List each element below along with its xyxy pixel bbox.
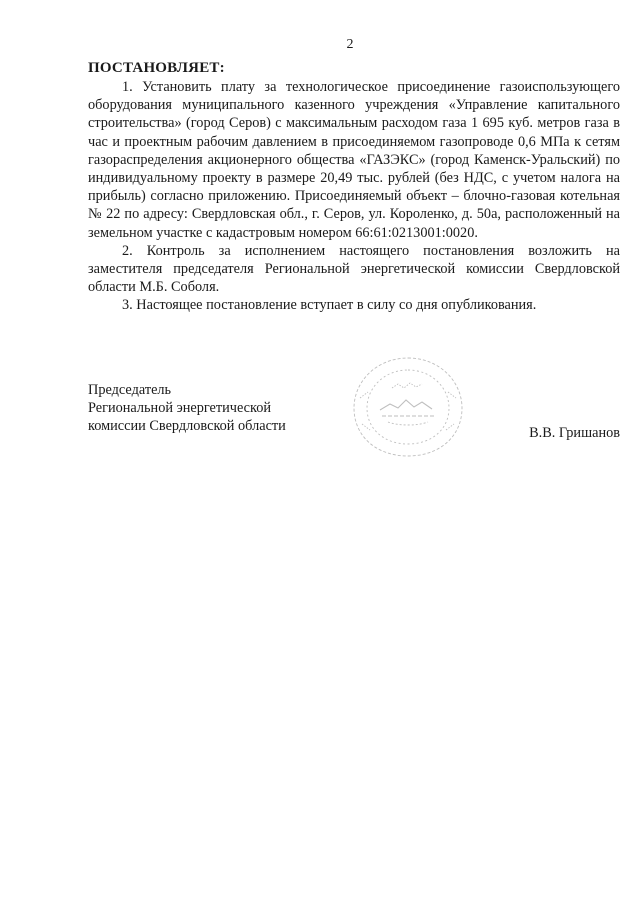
- page-number: 2: [346, 37, 354, 52]
- paragraph-3: 3. Настоящее постановление вступает в силу со дня опубликования.: [122, 297, 537, 314]
- paragraph-2: 2. Контроль за исполнением настоящего постановления возложить на заместителя председателя Региональной энергетической комиссии Свердловской области М.Б. Соболя.: [88, 242, 620, 296]
- official-stamp-icon: [348, 352, 468, 462]
- paragraph-1: 1. Установить плату за технологическое присоединение газоиспользующего оборудования муниципального казенного учреждения «Управление капитального строительства» (город Серов) с максимальным расходом газа 1 695 куб. метров газа в час и проектным рабочим давлением в присоединяемом газопроводе 0,6 МПа к сетям газораспределения акционерного общества «ГАЗЭКС» (город Каменск-Уральский) по индивидуальному проекту в размере 20,49 тыс. рублей (без НДС, с учетом налога на прибыль) согласно приложению. Присоединяемый объект – блочно-газовая котельная № 22 по адресу: Свердловская обл., г. Серов, ул. Короленко, д. 50а, расположенный на земельном участке с кадастровым номером 66:61:0213001:0020.: [88, 79, 620, 241]
- document-body: [88, 78, 620, 315]
- signer-title-line-3: комиссии Свердловской области: [88, 418, 286, 435]
- signer-name: В.В. Гришанов: [529, 425, 620, 441]
- resolution-heading: ПОСТАНОВЛЯЕТ:: [88, 60, 225, 76]
- signature-block: [88, 381, 286, 436]
- signer-title-line-1: Председатель: [88, 382, 172, 398]
- signer-title-line-2: Региональной энергетической: [88, 400, 272, 417]
